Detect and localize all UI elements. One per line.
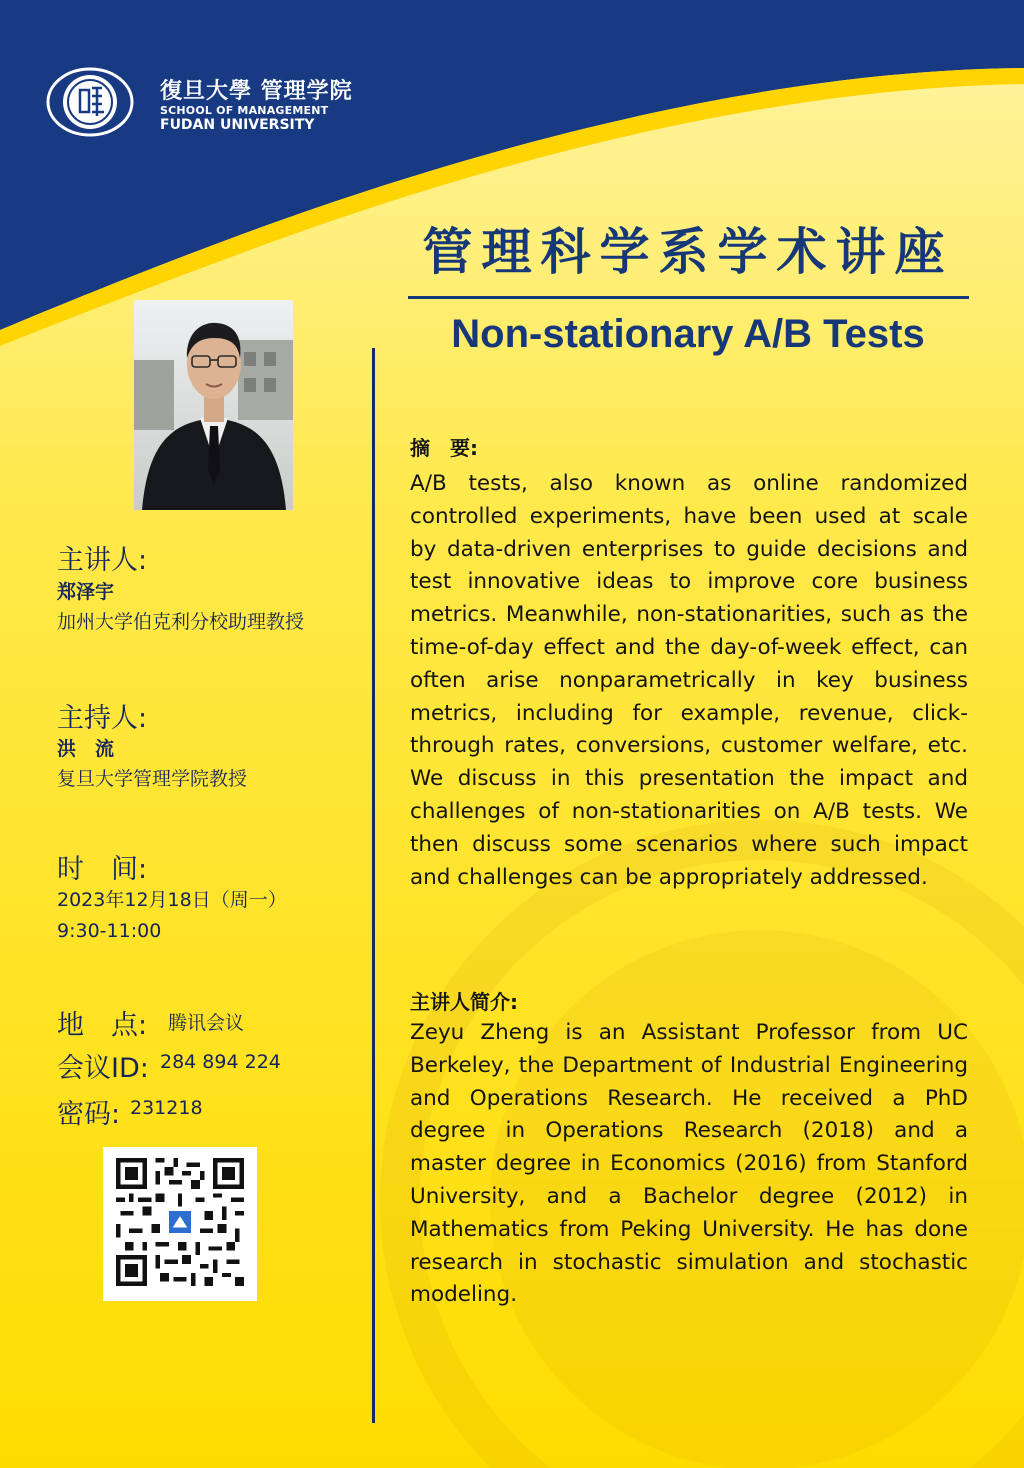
speaker-affiliation: 加州大学伯克利分校助理教授	[57, 611, 305, 633]
chinese-title: 管理科学系学术讲座	[422, 223, 954, 281]
qr-code-icon[interactable]	[116, 1158, 244, 1286]
venue-value: 腾讯会议	[168, 1012, 245, 1034]
logo-english-school: SCHOOL OF MANAGEMENT	[160, 104, 329, 117]
host-affiliation: 复旦大学管理学院教授	[57, 768, 248, 790]
venue-label: 地 点:	[57, 1010, 148, 1041]
password-label: 密码:	[57, 1099, 121, 1130]
title-divider	[408, 296, 969, 299]
speaker-name: 郑泽宇	[57, 581, 115, 603]
time-hours: 9:30-11:00	[57, 920, 162, 942]
bio-heading: 主讲人简介:	[410, 990, 518, 1014]
meeting-id[interactable]: 284 894 224	[160, 1051, 281, 1073]
host-label: 主持人:	[57, 703, 148, 734]
abstract-heading: 摘 要:	[410, 436, 478, 460]
school-seal-icon	[46, 66, 142, 138]
meeting-id-label: 会议ID:	[57, 1053, 149, 1084]
abstract-text: A/B tests, also known as online randomized controlled experiments, have been used at scale by data-driven enterprises to guide decisions and test innovative ideas to improve core business metrics. Meanwhile, non-stationarities, such as the time-of-day effect and the day-of-week effect, can often arise nonparametrically in key business metrics, including for example, revenue, click-through rates, conversions, customer welfare, etc. We discuss in this presentation the impact and challenges of non-stationarities on A/B tests. We then discuss some scenarios where such impact and challenges can be appropriately addressed.	[410, 471, 968, 890]
password-value[interactable]: 231218	[130, 1097, 203, 1119]
time-date: 2023年12月18日（周一）	[57, 889, 287, 911]
logo-chinese-name: 復旦大學 管理学院	[160, 78, 353, 104]
english-title: Non-stationary A/B Tests	[451, 312, 925, 356]
bio-text: Zeyu Zheng is an Assistant Professor from UC Berkeley, the Department of Industrial Engineering and Operations Research. He received a PhD degree in Operations Research (2018) and a master degree in Economics (2016) from Stanford University, and a Bachelor degree (2012) in Mathematics from Peking University. He has done research in stochastic simulation and stochastic modeling.	[410, 1020, 968, 1308]
speaker-photo	[134, 300, 293, 510]
column-divider	[372, 348, 375, 1423]
time-label: 时 间:	[57, 854, 148, 885]
speaker-label: 主讲人:	[57, 545, 148, 576]
logo-english-university: FUDAN UNIVERSITY	[160, 117, 315, 133]
host-name: 洪 流	[57, 738, 115, 760]
